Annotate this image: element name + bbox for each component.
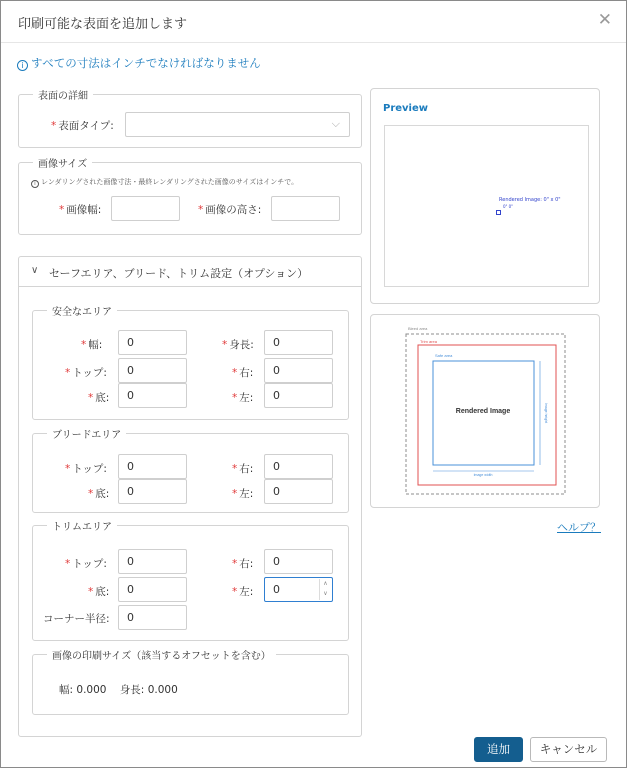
section-title: セーフエリア、ブリード、トリム設定（オプション） bbox=[49, 267, 309, 280]
print-height-label: 身長: bbox=[119, 684, 145, 696]
cancel-button[interactable]: キャンセル bbox=[530, 737, 607, 762]
help-link[interactable]: ヘルプ？ bbox=[557, 521, 601, 534]
bleed-bottom-input[interactable]: 0 bbox=[118, 479, 187, 504]
trim-left-input[interactable]: 0 ∧ ∨ bbox=[264, 577, 333, 602]
preview-panel bbox=[370, 88, 600, 304]
bleed-bottom-label: * 底: bbox=[88, 488, 110, 500]
diagram-trim-label: Trim area bbox=[420, 339, 437, 344]
dialog-title: 印刷可能な表面を追加します bbox=[18, 17, 188, 32]
units-info-text: すべての寸法はインチでなければなりません bbox=[31, 56, 261, 70]
print-size-readout bbox=[59, 682, 178, 697]
image-width-label: * 画像幅: bbox=[59, 204, 102, 216]
bleed-right-input[interactable]: 0 bbox=[264, 454, 333, 479]
info-icon: i bbox=[31, 180, 39, 188]
safe-bleed-trim-toggle[interactable] bbox=[19, 257, 361, 287]
safe-right-input[interactable]: 0 bbox=[264, 358, 333, 383]
diagram-safe-label: Safe area bbox=[435, 353, 453, 358]
trim-area-legend: トリムエリア bbox=[47, 518, 117, 533]
trim-right-input[interactable]: 0 bbox=[264, 549, 333, 574]
bleed-left-input[interactable]: 0 bbox=[264, 479, 333, 504]
diagram-width-label: Image width bbox=[473, 473, 493, 477]
diagram-center-label: Rendered Image bbox=[455, 408, 511, 415]
rendered-image-marker bbox=[496, 210, 501, 215]
surface-details-legend: 表面の詳細 bbox=[33, 87, 93, 102]
safe-width-label: * 幅: bbox=[81, 339, 103, 351]
add-button[interactable]: 追加 bbox=[474, 737, 523, 762]
safe-bottom-label: * 底: bbox=[88, 392, 110, 404]
bleed-top-input[interactable]: 0 bbox=[118, 454, 187, 479]
area-diagram bbox=[371, 315, 601, 509]
bleed-top-label: * トップ: bbox=[65, 463, 107, 475]
bleed-right-label: * 右: bbox=[232, 463, 254, 475]
print-width-value: 0.000 bbox=[76, 684, 107, 696]
safe-top-label: * トップ: bbox=[65, 367, 107, 379]
safe-height-input[interactable]: 0 bbox=[264, 330, 333, 355]
trim-right-label: * 右: bbox=[232, 558, 254, 570]
bleed-left-label: * 左: bbox=[232, 488, 254, 500]
safe-bottom-input[interactable]: 0 bbox=[118, 383, 187, 408]
chevron-down-icon: ⌵ bbox=[331, 117, 340, 130]
dialog-header bbox=[1, 1, 626, 43]
info-icon: i bbox=[17, 60, 28, 71]
image-size-legend: 画像サイズ bbox=[33, 155, 92, 170]
print-width-label: 幅: bbox=[59, 684, 74, 696]
safe-width-input[interactable]: 0 bbox=[118, 330, 187, 355]
close-icon[interactable]: ✕ bbox=[597, 10, 612, 30]
area-diagram-panel bbox=[370, 314, 600, 508]
preview-canvas bbox=[384, 125, 589, 287]
image-size-note: i レンダリングされた画像寸法・最終レンダリングされた画像のサイズはインチで。 bbox=[31, 177, 298, 188]
surface-type-label: * 表面タイプ: bbox=[51, 120, 114, 132]
trim-top-label: * トップ: bbox=[65, 558, 107, 570]
preview-title: Preview bbox=[383, 103, 429, 114]
rendered-image-label: Rendered Image: 0" x 0" bbox=[499, 197, 561, 203]
image-height-input[interactable] bbox=[271, 196, 340, 221]
trim-left-label: * 左: bbox=[232, 586, 254, 598]
trim-top-input[interactable]: 0 bbox=[118, 549, 187, 574]
image-width-input[interactable] bbox=[111, 196, 180, 221]
image-height-label: * 画像の高さ: bbox=[198, 204, 262, 216]
trim-bottom-input[interactable]: 0 bbox=[118, 577, 187, 602]
rendered-image-sub: 0" 0" bbox=[503, 204, 514, 209]
diagram-height-label: Image height bbox=[544, 402, 548, 424]
stepper-arrows[interactable]: ∧ ∨ bbox=[319, 579, 331, 600]
safe-right-label: * 右: bbox=[232, 367, 254, 379]
safe-top-input[interactable]: 0 bbox=[118, 358, 187, 383]
trim-bottom-label: * 底: bbox=[88, 586, 110, 598]
safe-height-label: * 身長: bbox=[222, 339, 254, 351]
corner-radius-input[interactable]: 0 bbox=[118, 605, 187, 630]
surface-type-select[interactable] bbox=[125, 112, 350, 137]
diagram-bleed-label: Bleed area bbox=[408, 326, 428, 331]
chevron-down-icon: ∨ bbox=[31, 265, 39, 276]
units-info bbox=[17, 55, 261, 71]
print-height-value: 0.000 bbox=[147, 684, 178, 696]
corner-radius-label: コーナー半径: bbox=[43, 613, 110, 625]
print-size-legend: 画像の印刷サイズ（該当するオフセットを含む） bbox=[47, 647, 276, 662]
safe-area-legend: 安全なエリア bbox=[47, 303, 117, 318]
safe-left-input[interactable]: 0 bbox=[264, 383, 333, 408]
bleed-area-legend: ブリードエリア bbox=[47, 426, 126, 441]
safe-left-label: * 左: bbox=[232, 392, 254, 404]
trim-area-rect bbox=[418, 345, 556, 485]
